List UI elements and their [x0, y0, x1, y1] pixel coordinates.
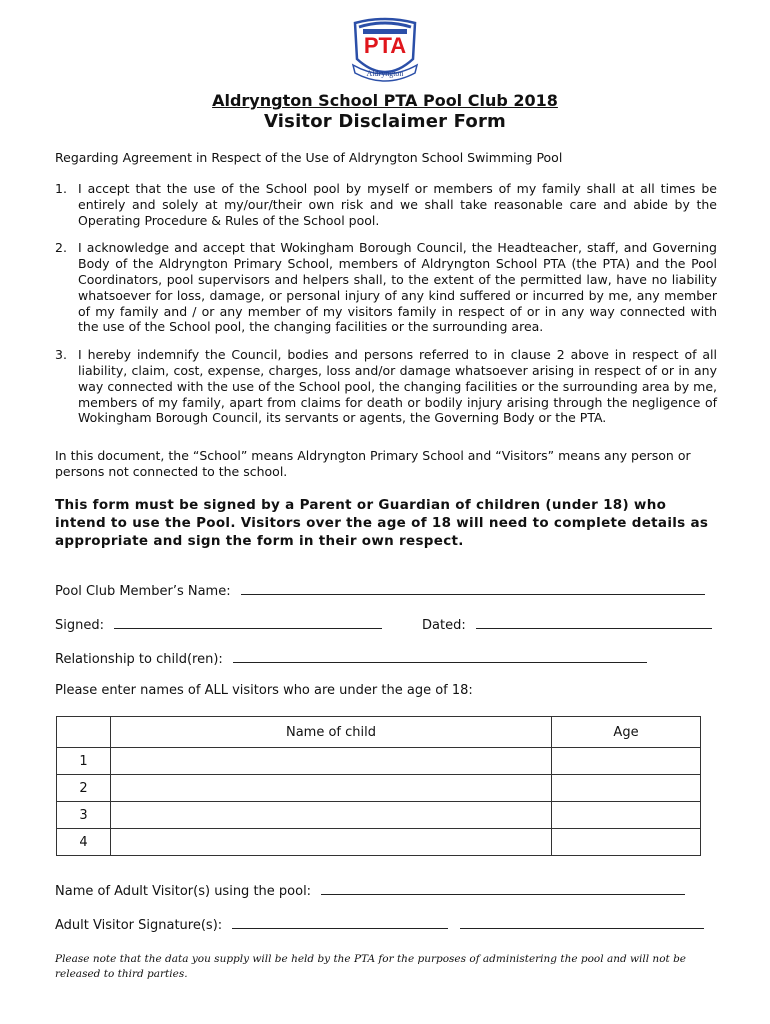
visitors-table	[56, 716, 701, 856]
data-privacy-note: Please note that the data you supply will be held by the PTA for the purposes of administering the pool and will not be released to third parties.	[55, 953, 687, 980]
member-name-row	[55, 582, 705, 599]
clause-item	[55, 181, 717, 228]
dated-row	[422, 616, 712, 633]
adult-names-line[interactable]	[321, 882, 685, 895]
clause-item	[55, 240, 717, 335]
table-header-name: Name of child	[111, 717, 552, 748]
table-row	[57, 775, 701, 802]
relationship-line[interactable]	[233, 650, 647, 663]
child-name-cell[interactable]	[111, 748, 552, 775]
visitors-prompt: Please enter names of ALL visitors who are under the age of 18:	[55, 683, 473, 698]
row-number: 3	[57, 802, 111, 829]
clause-text: I hereby indemnify the Council, bodies and persons referred to in clause 2 above in respect of all liability, claim, cost, expense, charges, loss and/or damage whatsoever arising in respect of or in any way connected with the use of the School pool, the changing facilities or the surrounding area by me, members of my family, apart from claims for death or bodily injury arising through the negligence of Wokingham Borough Council, its servants or agents, the Governing Body or the PTA.	[78, 347, 717, 426]
child-age-cell[interactable]	[552, 802, 701, 829]
adult-signature-label: Adult Visitor Signature(s):	[55, 918, 223, 933]
child-age-cell[interactable]	[552, 829, 701, 856]
member-name-label: Pool Club Member’s Name:	[55, 584, 231, 599]
adult-signature-line-1[interactable]	[232, 916, 448, 929]
table-row	[57, 748, 701, 775]
clause-item	[55, 347, 717, 426]
child-age-cell[interactable]	[552, 775, 701, 802]
adult-names-row	[55, 882, 685, 899]
member-name-line[interactable]	[241, 582, 705, 595]
form-title: Aldryngton School PTA Pool Club 2018	[212, 91, 558, 110]
clause-text: I accept that the use of the School pool by myself or members of my family shall at all times be entirely and solely at my/our/their own risk and we shall take reasonable care and abide by the Operating Procedure & Rules of the School pool.	[78, 181, 717, 228]
adult-names-label: Name of Adult Visitor(s) using the pool:	[55, 884, 312, 899]
table-header-index	[57, 717, 111, 748]
signed-label: Signed:	[55, 618, 104, 633]
clause-text: I acknowledge and accept that Wokingham Borough Council, the Headteacher, staff, and Governing Body of the Aldryngton Primary School, members of Aldryngton School PTA (the PTA) and the Pool Coordinators, pool supervisors and helpers shall, to the extent of the permitted law, have no liability whatsoever for loss, damage, or personal injury of any kind suffered or incurred by me, any member of my family and / or any member of my visitors family in respect of or in any way connected with the use of the School pool, the changing facilities or the surrounding area.	[78, 240, 717, 335]
row-number: 4	[57, 829, 111, 856]
table-header-row	[57, 717, 701, 748]
relationship-row	[55, 650, 647, 667]
clause-list	[55, 181, 717, 438]
row-number: 1	[57, 748, 111, 775]
dated-label: Dated:	[422, 618, 466, 633]
child-name-cell[interactable]	[111, 775, 552, 802]
child-name-cell[interactable]	[111, 829, 552, 856]
signature-notice: This form must be signed by a Parent or Guardian of children (under 18) who intend to use the Pool. Visitors over the age of 18 will need to complete details as appropriate and sign the form in their own respect.	[55, 497, 709, 549]
form-subtitle: Visitor Disclaimer Form	[263, 111, 507, 132]
row-number: 2	[57, 775, 111, 802]
clause-number: 3.	[55, 347, 67, 363]
signature-line[interactable]	[114, 616, 382, 629]
pta-logo	[345, 15, 425, 87]
table-header-age: Age	[552, 717, 701, 748]
signed-row	[55, 616, 382, 633]
date-line[interactable]	[476, 616, 712, 629]
clause-number: 1.	[55, 181, 67, 196]
child-name-cell[interactable]	[111, 802, 552, 829]
relationship-label: Relationship to child(ren):	[55, 652, 223, 667]
logo-text: PTA	[363, 33, 407, 58]
logo-subtext: Aldryngton	[366, 69, 404, 78]
adult-signature-row	[55, 916, 704, 933]
definition-text: In this document, the “School” means Aldryngton Primary School and “Visitors” means any person or persons not connected to the school.	[55, 448, 691, 479]
child-age-cell[interactable]	[552, 748, 701, 775]
adult-signature-line-2[interactable]	[460, 916, 704, 929]
clause-number: 2.	[55, 240, 67, 256]
table-row	[57, 829, 701, 856]
table-row	[57, 802, 701, 829]
intro-text: Regarding Agreement in Respect of the Use of Aldryngton School Swimming Pool	[55, 150, 563, 165]
